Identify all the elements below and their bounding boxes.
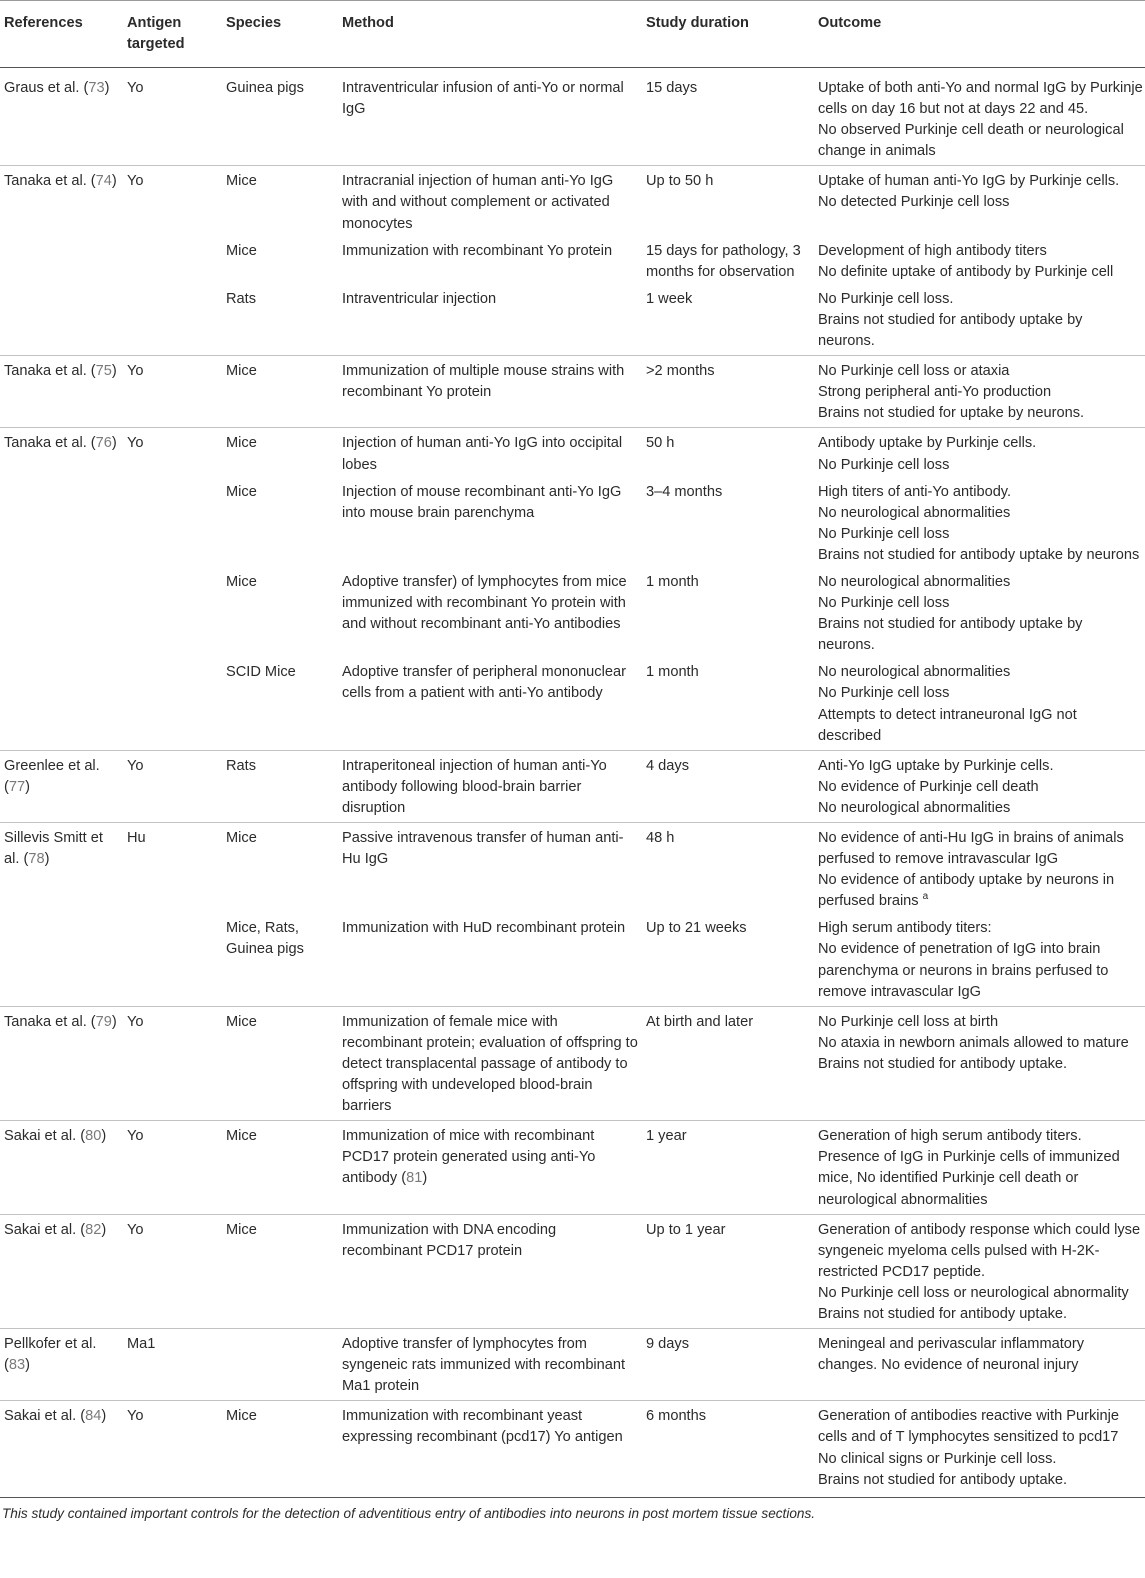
- cell-antigen: [123, 1006, 222, 1120]
- cell-outcome: [814, 823, 1145, 916]
- cell-duration: [642, 1329, 814, 1401]
- method-text: Injection of mouse recombinant anti-Yo IgG into mouse brain parenchyma: [342, 483, 622, 521]
- outcome-line: No observed Purkinje cell death or neurological change in animals: [818, 122, 1124, 160]
- species-text: Mice: [226, 483, 257, 500]
- species-text: Mice: [226, 242, 257, 259]
- duration-text: 1 week: [646, 290, 693, 307]
- cell-reference: [0, 1006, 123, 1120]
- cell-antigen: [123, 1401, 222, 1497]
- method-citation-link[interactable]: 81: [406, 1170, 423, 1187]
- antigen-text: Yo: [127, 1221, 144, 1238]
- outcome-line: No Purkinje cell loss.: [818, 290, 954, 307]
- species-text: Mice: [226, 1408, 257, 1425]
- table-row: [0, 238, 1145, 286]
- table-row: [0, 1006, 1145, 1120]
- cell-duration: [642, 68, 814, 166]
- table-row: [0, 569, 1145, 659]
- method-text: Immunization of female mice with recombinant protein; evaluation of offspring to detect transplacental passage of antibody to offspring with undeveloped blood-brain barriers: [342, 1013, 638, 1115]
- outcome-line: No neurological abnormalities: [818, 573, 1011, 590]
- cell-duration: [642, 1401, 814, 1497]
- antigen-text: Yo: [127, 1128, 144, 1145]
- header-references: References: [0, 1, 123, 68]
- cell-method: [338, 479, 642, 569]
- reference-citation-link[interactable]: 75: [95, 363, 112, 380]
- reference-close: ): [44, 851, 50, 868]
- duration-text: 15 days: [646, 80, 698, 96]
- cell-reference: [0, 569, 123, 659]
- table-header: [0, 1, 1145, 68]
- outcome-line: Generation of antibody response which could lyse syngeneic myeloma cells pulsed with H-2K-restricted PCD17 peptide.: [818, 1221, 1141, 1280]
- method-close: ): [422, 1170, 428, 1187]
- cell-method: [338, 1006, 642, 1120]
- duration-text: At birth and later: [646, 1013, 754, 1030]
- method-text: Intraventricular infusion of anti-Yo or normal IgG: [342, 80, 624, 118]
- duration-text: 1 year: [646, 1128, 687, 1145]
- cell-outcome: [814, 479, 1145, 569]
- duration-text: 6 months: [646, 1408, 707, 1425]
- reference-close: ): [25, 1357, 30, 1374]
- table-row: [0, 1329, 1145, 1401]
- method-text: Passive intravenous transfer of human anti-Hu IgG: [342, 830, 624, 868]
- header-method: Method: [338, 1, 642, 68]
- cell-method: [338, 286, 642, 356]
- table-row: [0, 356, 1145, 428]
- outcome-line: High titers of anti-Yo antibody.: [818, 483, 1012, 500]
- cell-species: [222, 823, 338, 916]
- outcome-line: Attempts to detect intraneuronal IgG not described: [818, 706, 1077, 744]
- table-row: [0, 659, 1145, 750]
- cell-method: [338, 1121, 642, 1214]
- antigen-text: Yo: [127, 435, 144, 452]
- outcome-line: Generation of antibodies reactive with Purkinje cells and of T lymphocytes sensitized to pcd17: [818, 1408, 1119, 1446]
- reference-close: ): [111, 363, 117, 380]
- cell-antigen: [123, 428, 222, 479]
- cell-outcome: [814, 68, 1145, 166]
- cell-outcome: [814, 356, 1145, 428]
- species-text: SCID Mice: [226, 664, 296, 681]
- method-text: Intraperitoneal injection of human anti-Yo antibody following blood-brain barrier disruption: [342, 757, 607, 816]
- species-text: Mice: [226, 573, 257, 590]
- reference-citation-link[interactable]: 78: [28, 851, 45, 868]
- cell-method: [338, 1329, 642, 1401]
- reference-close: ): [101, 1408, 107, 1425]
- outcome-line: Development of high antibody titers: [818, 242, 1047, 259]
- species-text: Mice: [226, 435, 257, 452]
- table-row: [0, 915, 1145, 1006]
- cell-method: [338, 166, 642, 238]
- cell-duration: [642, 1006, 814, 1120]
- cell-method: [338, 915, 642, 1006]
- duration-text: 15 days for pathology, 3 months for observation: [646, 242, 801, 280]
- cell-outcome: [814, 659, 1145, 750]
- cell-reference: [0, 823, 123, 916]
- reference-close: ): [111, 173, 117, 190]
- cell-antigen: [123, 479, 222, 569]
- table-row: [0, 479, 1145, 569]
- outcome-line: No Purkinje cell loss at birth: [818, 1013, 999, 1030]
- cell-antigen: [123, 750, 222, 822]
- table-body: [0, 68, 1145, 1497]
- cell-antigen: [123, 166, 222, 238]
- outcome-line: High serum antibody titers:: [818, 920, 992, 937]
- cell-duration: [642, 286, 814, 356]
- method-text: Immunization of mice with recombinant PCD17 protein generated using anti-Yo antibody (: [342, 1128, 596, 1187]
- cell-duration: [642, 569, 814, 659]
- outcome-line: No Purkinje cell loss: [818, 525, 950, 542]
- cell-reference: [0, 915, 123, 1006]
- cell-duration: [642, 238, 814, 286]
- cell-reference: [0, 166, 123, 238]
- duration-text: 9 days: [646, 1336, 689, 1353]
- cell-species: [222, 1006, 338, 1120]
- cell-reference: [0, 659, 123, 750]
- outcome-line: No Purkinje cell loss or neurological abnormality: [818, 1284, 1129, 1301]
- cell-outcome: [814, 428, 1145, 479]
- cell-antigen: [123, 238, 222, 286]
- reference-text: Tanaka et al. (: [4, 173, 96, 190]
- cell-species: [222, 479, 338, 569]
- cell-antigen: [123, 68, 222, 166]
- cell-reference: [0, 1214, 123, 1328]
- duration-text: 48 h: [646, 830, 675, 846]
- cell-outcome: [814, 1329, 1145, 1401]
- method-text: Immunization with recombinant yeast expressing recombinant (pcd17) Yo antigen: [342, 1408, 623, 1446]
- duration-text: Up to 50 h: [646, 173, 714, 190]
- cell-antigen: [123, 569, 222, 659]
- outcome-line: No Purkinje cell loss: [818, 456, 950, 473]
- reference-text: Tanaka et al. (: [4, 435, 96, 452]
- reference-text: Greenlee et al. (: [4, 757, 100, 795]
- outcome-line: Brains not studied for antibody uptake by neurons.: [818, 616, 1083, 654]
- table-row: [0, 1214, 1145, 1328]
- cell-outcome: [814, 750, 1145, 822]
- reference-close: ): [101, 1128, 107, 1145]
- reference-text: Sakai et al. (: [4, 1408, 86, 1425]
- outcome-line: Antibody uptake by Purkinje cells.: [818, 435, 1037, 452]
- method-text: Adoptive transfer of peripheral mononuclear cells from a patient with anti-Yo antibody: [342, 664, 626, 702]
- cell-reference: [0, 479, 123, 569]
- reference-close: ): [101, 1221, 107, 1238]
- cell-method: [338, 823, 642, 916]
- cell-reference: [0, 238, 123, 286]
- cell-reference: [0, 286, 123, 356]
- reference-text: Sillevis Smitt et al. (: [4, 830, 103, 868]
- cell-species: [222, 1214, 338, 1328]
- cell-outcome: [814, 166, 1145, 238]
- table-row: [0, 1121, 1145, 1214]
- outcome-line: Brains not studied for antibody uptake by neurons.: [818, 311, 1083, 350]
- reference-citation-link[interactable]: 77: [8, 778, 26, 795]
- header-antigen: Antigen targeted: [123, 1, 222, 68]
- cell-method: [338, 659, 642, 750]
- duration-text: 4 days: [646, 757, 689, 774]
- method-text: Immunization of multiple mouse strains with recombinant Yo protein: [342, 363, 625, 401]
- cell-duration: [642, 915, 814, 1006]
- cell-antigen: [123, 1329, 222, 1401]
- antigen-text: Yo: [127, 80, 144, 96]
- cell-duration: [642, 1214, 814, 1328]
- cell-species: [222, 750, 338, 822]
- outcome-line: Brains not studied for uptake by neurons.: [818, 405, 1085, 422]
- outcome-line: No evidence of antibody uptake by neurons in perfused brains: [818, 872, 1115, 910]
- cell-duration: [642, 356, 814, 428]
- outcome-line: Strong peripheral anti-Yo production: [818, 384, 1052, 401]
- footnote-marker: a: [922, 891, 929, 903]
- cell-reference: [0, 1401, 123, 1497]
- outcome-line: No neurological abnormalities: [818, 664, 1011, 681]
- table-footnote: This study contained important controls for the detection of adventitious entry of antibodies into neurons in post mortem tissue sections.: [0, 1497, 1145, 1529]
- cell-outcome: [814, 569, 1145, 659]
- cell-method: [338, 68, 642, 166]
- species-text: Mice: [226, 1221, 257, 1238]
- method-text: Adoptive transfer of lymphocytes from syngeneic rats immunized with recombinant Ma1 protein: [342, 1336, 626, 1395]
- header-species: Species: [222, 1, 338, 68]
- reference-citation-link[interactable]: 82: [85, 1221, 102, 1238]
- species-text: Mice: [226, 1128, 257, 1145]
- cell-outcome: [814, 238, 1145, 286]
- cell-outcome: [814, 286, 1145, 356]
- outcome-line: Generation of high serum antibody titers.: [818, 1128, 1082, 1145]
- cell-outcome: [814, 1214, 1145, 1328]
- header-outcome: Outcome: [814, 1, 1145, 68]
- duration-text: 1 month: [646, 573, 699, 590]
- antigen-text: Yo: [127, 1013, 144, 1030]
- cell-species: [222, 428, 338, 479]
- outcome-line: Brains not studied for antibody uptake.: [818, 1055, 1068, 1072]
- table-row: [0, 823, 1145, 916]
- cell-antigen: [123, 1214, 222, 1328]
- outcome-line: Brains not studied for antibody uptake by neurons: [818, 546, 1140, 563]
- species-text: Mice: [226, 830, 257, 846]
- antigen-text: Hu: [127, 830, 146, 846]
- outcome-line: No neurological abnormalities: [818, 504, 1011, 521]
- outcome-line: No evidence of anti-Hu IgG in brains of animals perfused to remove intravascular IgG: [818, 830, 1124, 868]
- cell-antigen: [123, 915, 222, 1006]
- duration-text: 50 h: [646, 435, 675, 452]
- cell-duration: [642, 823, 814, 916]
- antigen-text: Yo: [127, 757, 144, 774]
- cell-method: [338, 356, 642, 428]
- table-row: [0, 750, 1145, 822]
- cell-reference: [0, 1121, 123, 1214]
- reference-citation-link[interactable]: 80: [85, 1128, 102, 1145]
- reference-text: Tanaka et al. (: [4, 1013, 96, 1030]
- cell-species: [222, 1121, 338, 1214]
- reference-close: ): [111, 435, 117, 452]
- reference-text: Pellkofer et al. (: [4, 1336, 97, 1374]
- method-text: Adoptive transfer) of lymphocytes from mice immunized with recombinant Yo protein with and without recombinant anti-Yo antibodies: [342, 573, 627, 633]
- cell-antigen: [123, 659, 222, 750]
- antigen-text: Ma1: [127, 1336, 156, 1353]
- cell-reference: [0, 68, 123, 166]
- table-row: [0, 68, 1145, 166]
- outcome-line: No detected Purkinje cell loss: [818, 194, 1010, 211]
- cell-duration: [642, 166, 814, 238]
- cell-method: [338, 428, 642, 479]
- cell-species: [222, 286, 338, 356]
- cell-outcome: [814, 1401, 1145, 1497]
- cell-species: [222, 238, 338, 286]
- duration-text: >2 months: [646, 363, 715, 380]
- method-text: Intraventricular injection: [342, 290, 497, 307]
- species-text: Guinea pigs: [226, 80, 304, 96]
- antigen-text: Yo: [127, 1408, 144, 1425]
- outcome-line: Brains not studied for antibody uptake.: [818, 1471, 1068, 1488]
- outcome-line: No evidence of penetration of IgG into brain parenchyma or neurons in brains perfused to remove intravascular IgG: [818, 941, 1109, 1000]
- reference-text: Sakai et al. (: [4, 1128, 86, 1145]
- cell-species: [222, 569, 338, 659]
- outcome-line: Brains not studied for antibody uptake.: [818, 1305, 1068, 1322]
- table-row: [0, 166, 1145, 238]
- method-text: Injection of human anti-Yo IgG into occipital lobes: [342, 435, 623, 473]
- outcome-line: No clinical signs or Purkinje cell loss.: [818, 1450, 1057, 1467]
- outcome-line-with-marker: [818, 870, 1143, 912]
- cell-antigen: [123, 286, 222, 356]
- table-row: [0, 428, 1145, 479]
- reference-text: Graus et al. (: [4, 80, 89, 96]
- species-text: Rats: [226, 757, 257, 774]
- duration-text: Up to 21 weeks: [646, 920, 747, 937]
- cell-method: [338, 750, 642, 822]
- outcome-line: Uptake of both anti-Yo and normal IgG by Purkinje cells on day 16 but not at days 22 and 45.: [818, 80, 1143, 118]
- outcome-line: No neurological abnormalities: [818, 799, 1011, 816]
- species-text: Mice: [226, 1013, 257, 1030]
- cell-method: [338, 1214, 642, 1328]
- reference-close: ): [111, 1013, 117, 1030]
- duration-text: 1 month: [646, 664, 699, 681]
- reference-close: ): [25, 778, 30, 795]
- species-text: Rats: [226, 290, 257, 307]
- cell-method: [338, 569, 642, 659]
- outcome-line: No definite uptake of antibody by Purkinje cell: [818, 263, 1114, 280]
- duration-text: Up to 1 year: [646, 1221, 726, 1238]
- outcome-line: Uptake of human anti-Yo IgG by Purkinje cells.: [818, 173, 1120, 190]
- cell-outcome: [814, 915, 1145, 1006]
- species-text: Mice: [226, 363, 257, 380]
- outcome-line: No ataxia in newborn animals allowed to mature: [818, 1034, 1129, 1051]
- outcome-line: Anti-Yo IgG uptake by Purkinje cells.: [818, 757, 1054, 774]
- cell-antigen: [123, 823, 222, 916]
- species-text: Mice: [226, 173, 257, 190]
- cell-species: [222, 166, 338, 238]
- cell-duration: [642, 1121, 814, 1214]
- outcome-line: No evidence of Purkinje cell death: [818, 778, 1039, 795]
- reference-text: Sakai et al. (: [4, 1221, 86, 1238]
- cell-duration: [642, 479, 814, 569]
- cell-species: [222, 68, 338, 166]
- cell-antigen: [123, 1121, 222, 1214]
- cell-method: [338, 1401, 642, 1497]
- reference-text: Tanaka et al. (: [4, 363, 96, 380]
- table-row: [0, 1401, 1145, 1497]
- cell-reference: [0, 1329, 123, 1401]
- cell-species: [222, 915, 338, 1006]
- antigen-text: Yo: [127, 363, 144, 380]
- reference-citation-link[interactable]: 74: [95, 173, 112, 190]
- reference-citation-link[interactable]: 79: [95, 1013, 112, 1030]
- outcome-line: No Purkinje cell loss: [818, 595, 950, 612]
- method-text: Immunization with HuD recombinant protein: [342, 920, 626, 937]
- reference-close: ): [104, 80, 110, 96]
- cell-species: [222, 1401, 338, 1497]
- cell-duration: [642, 659, 814, 750]
- cell-species: [222, 356, 338, 428]
- cell-duration: [642, 428, 814, 479]
- cell-outcome: [814, 1006, 1145, 1120]
- method-text: Immunization with recombinant Yo protein: [342, 242, 613, 259]
- species-text: Mice, Rats, Guinea pigs: [226, 920, 304, 958]
- outcome-line: Presence of IgG in Purkinje cells of immunized mice, No identified Purkinje cell death or neurological abnormalities: [818, 1149, 1120, 1208]
- cell-species: [222, 659, 338, 750]
- outcome-line: Meningeal and perivascular inflammatory changes. No evidence of neuronal injury: [818, 1336, 1085, 1374]
- header-duration: Study duration: [642, 1, 814, 68]
- method-text: Immunization with DNA encoding recombinant PCD17 protein: [342, 1221, 557, 1259]
- antigen-text: Yo: [127, 173, 144, 190]
- cell-antigen: [123, 356, 222, 428]
- cell-method: [338, 238, 642, 286]
- method-text: Intracranial injection of human anti-Yo IgG with and without complement or activated monocytes: [342, 173, 614, 232]
- outcome-line: No Purkinje cell loss: [818, 685, 950, 702]
- duration-text: 3–4 months: [646, 483, 723, 500]
- cell-outcome: [814, 1121, 1145, 1214]
- outcome-line: No Purkinje cell loss or ataxia: [818, 363, 1010, 380]
- cell-species: [222, 1329, 338, 1401]
- reference-citation-link[interactable]: 83: [8, 1357, 26, 1374]
- cell-reference: [0, 428, 123, 479]
- cell-duration: [642, 750, 814, 822]
- reference-citation-link[interactable]: 76: [95, 435, 112, 452]
- cell-reference: [0, 356, 123, 428]
- cell-reference: [0, 750, 123, 822]
- table-row: [0, 286, 1145, 356]
- reference-citation-link[interactable]: 84: [85, 1408, 102, 1425]
- reference-citation-link[interactable]: 73: [88, 80, 105, 96]
